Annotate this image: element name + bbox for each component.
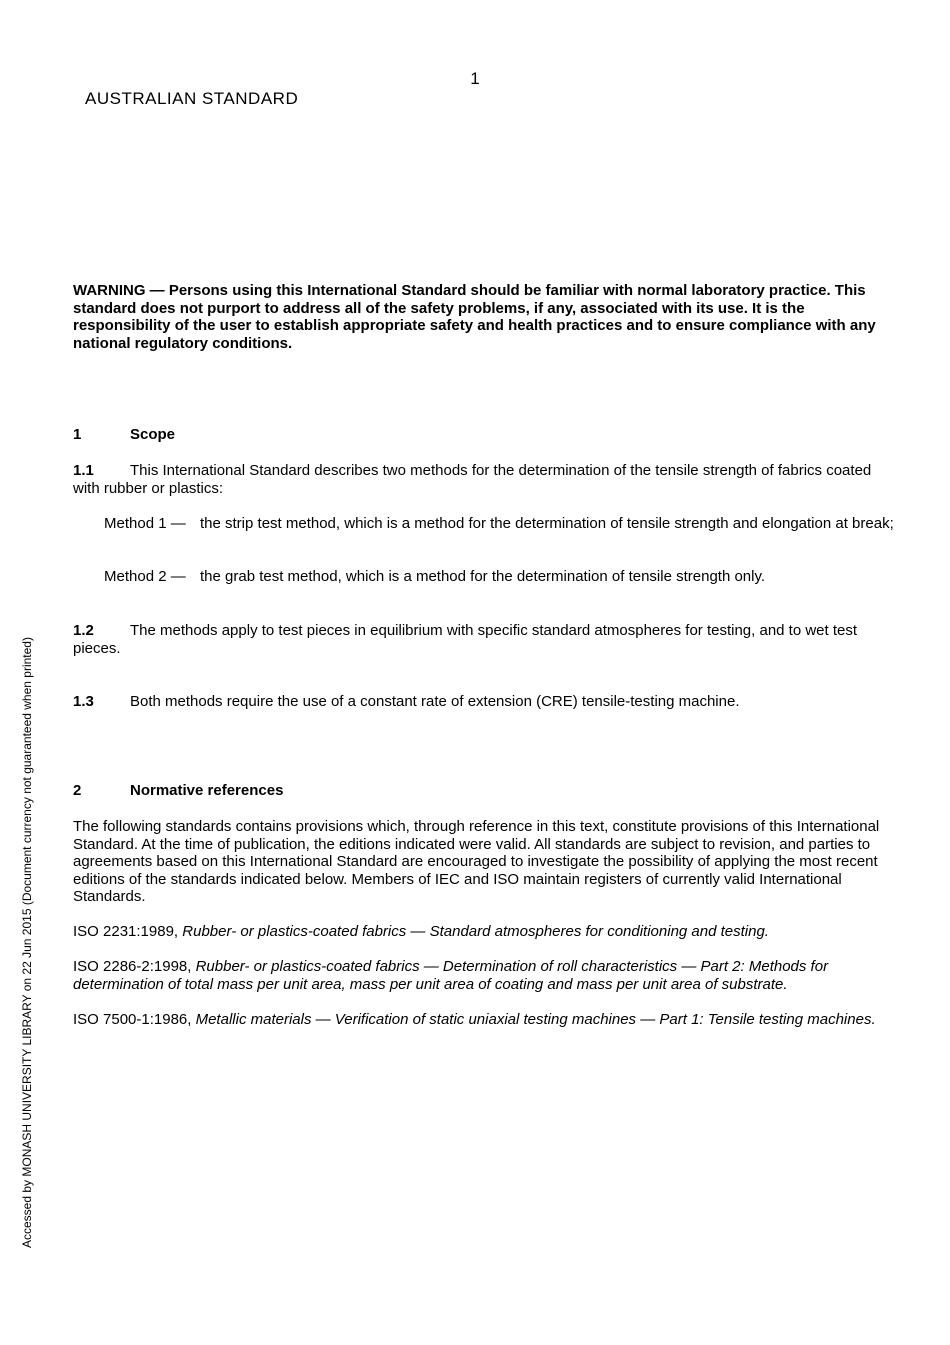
reference-item-3	[73, 1011, 888, 1029]
clause-text: The methods apply to test pieces in equilibrium with specific standard atmospheres for testing, and to wet test pieces.	[73, 622, 858, 657]
method-item-2	[104, 568, 894, 586]
method-label: Method 2 —	[104, 568, 186, 585]
reference-item-2	[73, 958, 888, 993]
reference-title: Metallic materials — Verification of static uniaxial testing machines — Part 1: Tensile testing machines.	[195, 1011, 876, 1028]
section-number: 2	[73, 782, 82, 799]
clause-1-2	[73, 622, 888, 657]
reference-code: ISO 2231:1989,	[73, 923, 179, 940]
section-title: Normative references	[130, 782, 284, 799]
section-heading-scope	[73, 426, 175, 444]
safety-warning: WARNING — Persons using this International Standard should be familiar with normal laboratory practice. This standard does not purport to address all of the safety problems, if any, associated with its use. It is the responsibility of the user to establish appropriate safety and health practices and to ensure compliance with any national regulatory conditions.	[73, 282, 876, 352]
method-label: Method 1 —	[104, 515, 186, 532]
section-heading-normative-references	[73, 782, 283, 800]
reference-title: Rubber- or plastics-coated fabrics — Determination of roll characteristics — Part 2: Methods for determination of total mass per unit area, mass per unit area of coating and mass per unit area of substrate.	[73, 958, 829, 993]
clause-number: 1.3	[73, 693, 94, 710]
reference-code: ISO 2286-2:1998,	[73, 958, 192, 975]
access-watermark-note: Accessed by MONASH UNIVERSITY LIBRARY on 22 Jun 2015 (Document currency not guaranteed when printed)	[20, 637, 34, 1248]
method-item-1	[104, 515, 894, 533]
clause-number: 1.2	[73, 622, 94, 639]
normative-references-intro: The following standards contains provisions which, through reference in this text, constitute provisions of this International Standard. At the time of publication, the editions indicated were valid. All standards are subject to revision, and parties to agreements based on this International Standard are encouraged to investigate the possibility of applying the most recent editions of the standards indicated below. Members of IEC and ISO maintain registers of currently valid International Standards.	[73, 818, 880, 905]
clause-number: 1.1	[73, 462, 94, 479]
clause-text: Both methods require the use of a constant rate of extension (CRE) tensile-testing machine.	[130, 693, 740, 710]
method-text: the strip test method, which is a method for the determination of tensile strength and elongation at break;	[200, 515, 894, 532]
reference-item-1	[73, 923, 888, 941]
document-header-title: AUSTRALIAN STANDARD	[85, 89, 299, 108]
clause-text: This International Standard describes two methods for the determination of the tensile strength of fabrics coated with rubber or plastics:	[73, 462, 872, 497]
clause-1-3	[73, 693, 888, 711]
clause-1-1	[73, 462, 888, 497]
reference-title: Rubber- or plastics-coated fabrics — Standard atmospheres for conditioning and testing.	[182, 923, 769, 940]
page-number: 1	[470, 69, 480, 88]
section-number: 1	[73, 426, 82, 443]
reference-code: ISO 7500-1:1986,	[73, 1011, 192, 1028]
method-text: the grab test method, which is a method for the determination of tensile strength only.	[200, 568, 766, 585]
section-title: Scope	[130, 426, 176, 443]
